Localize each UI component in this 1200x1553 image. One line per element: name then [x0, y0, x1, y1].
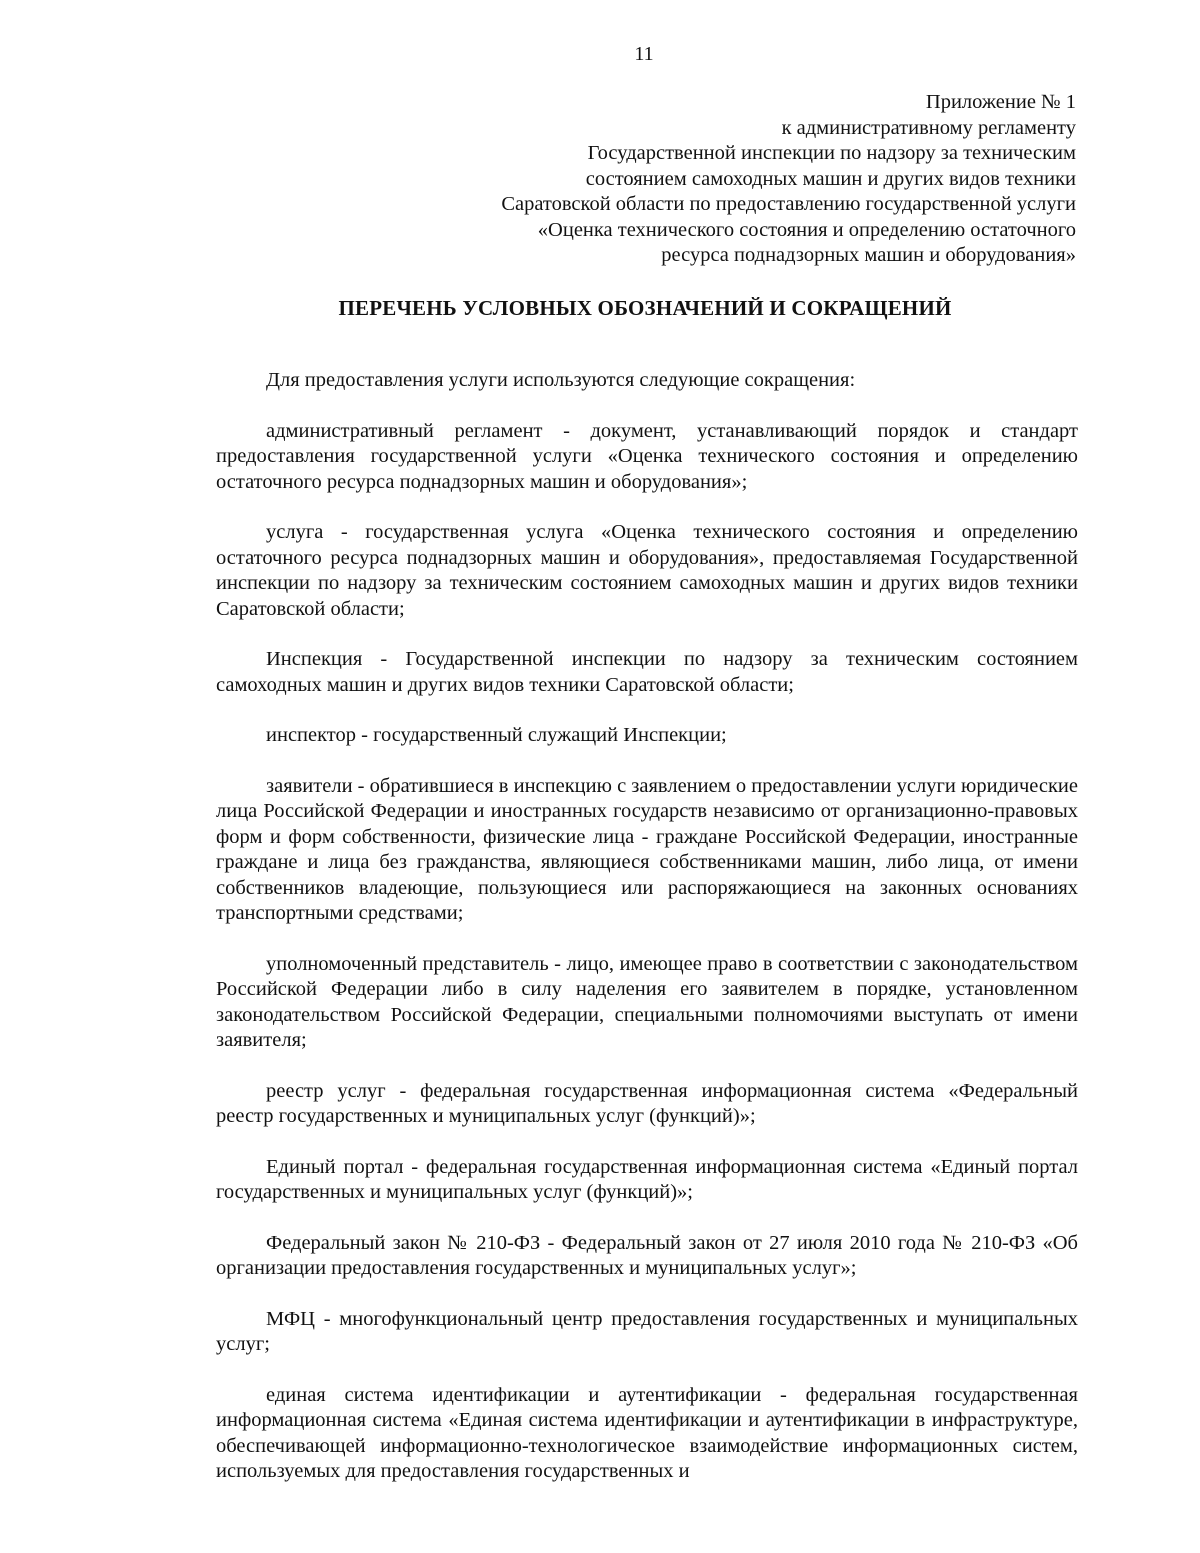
page-number: 11: [634, 43, 654, 65]
definition-applicants: заявители - обратившиеся в инспекцию с заявлением о предоставлении услуги юридические лица Российской Федерации и иностранных государств независимо от организационно-правовых форм и форм собственности, физические лица - граждане Российской Федерации, иностранные граждане и лица без гражданства, являющиеся собственниками машин, либо лица, от имени собственников владеющие, пользующиеся или распоряжающиеся на законных основаниях транспортными средствами;: [216, 774, 1078, 924]
definition-service-registry: реестр услуг - федеральная государственная информационная система «Федеральный реестр государственных и муниципальных услуг (функций)»;: [216, 1079, 1078, 1127]
appendix-line: Саратовской области по предоставлению государственной услуги: [501, 193, 1076, 215]
definition-inspector: инспектор - государственный служащий Инспекции;: [266, 724, 727, 746]
appendix-line: к административному регламенту: [781, 116, 1076, 139]
appendix-line: ресурса поднадзорных машин и оборудования»: [661, 244, 1076, 266]
definition-admin-regulation: административный регламент - документ, устанавливающий порядок и стандарт предоставления государственной услуги «Оценка технического состояния и определению остаточного ресурса поднадзорных машин и оборудования»;: [216, 419, 1078, 493]
document-title: ПЕРЕЧЕНЬ УСЛОВНЫХ ОБОЗНАЧЕНИЙ И СОКРАЩЕНИЙ: [338, 296, 952, 320]
appendix-line: Приложение № 1: [925, 91, 1076, 113]
definition-representative: уполномоченный представитель - лицо, имеющее право в соответствии с законодательством Российской Федерации либо в силу наделения его заявителем в порядке, установленном законодательством Российской Федерации, специальными полномочиями выступать от имени заявителя;: [216, 952, 1078, 1051]
appendix-header: [376, 90, 1076, 269]
definition-esia: единая система идентификации и аутентификации - федеральная государственная информационная система «Единая система идентификации и аутентификации в инфраструктуре, обеспечивающей информационно-технологическое взаимодействие информационных систем, используемых для предоставления государственных и: [216, 1383, 1078, 1482]
definition-unified-portal: Единый портал - федеральная государственная информационная система «Единый портал государственных и муниципальных услуг (функций)»;: [216, 1155, 1078, 1203]
definition-service: услуга - государственная услуга «Оценка технического состояния и определению остаточного ресурса поднадзорных машин и оборудования», предоставляемая Государственной инспекции по надзору за техническим состоянием самоходных машин и других видов техники Саратовской области;: [216, 521, 1078, 620]
definition-inspection: Инспекция - Государственной инспекции по надзору за техническим состоянием самоходных машин и других видов техники Саратовской области;: [216, 648, 1078, 696]
intro-paragraph: Для предоставления услуги используются следующие сокращения:: [266, 369, 856, 391]
document-body: [216, 368, 1078, 1510]
appendix-line: состоянием самоходных машин и других видов техники: [585, 167, 1076, 190]
definition-mfc: МФЦ - многофункциональный центр предоставления государственных и муниципальных услуг;: [216, 1307, 1078, 1355]
appendix-line: «Оценка технического состояния и определению остаточного: [537, 218, 1076, 241]
appendix-line: Государственной инспекции по надзору за техническим: [587, 142, 1076, 164]
definition-federal-law: Федеральный закон № 210-ФЗ - Федеральный закон от 27 июля 2010 года № 210-ФЗ «Об организации предоставления государственных и муниципальных услуг»;: [216, 1231, 1078, 1279]
